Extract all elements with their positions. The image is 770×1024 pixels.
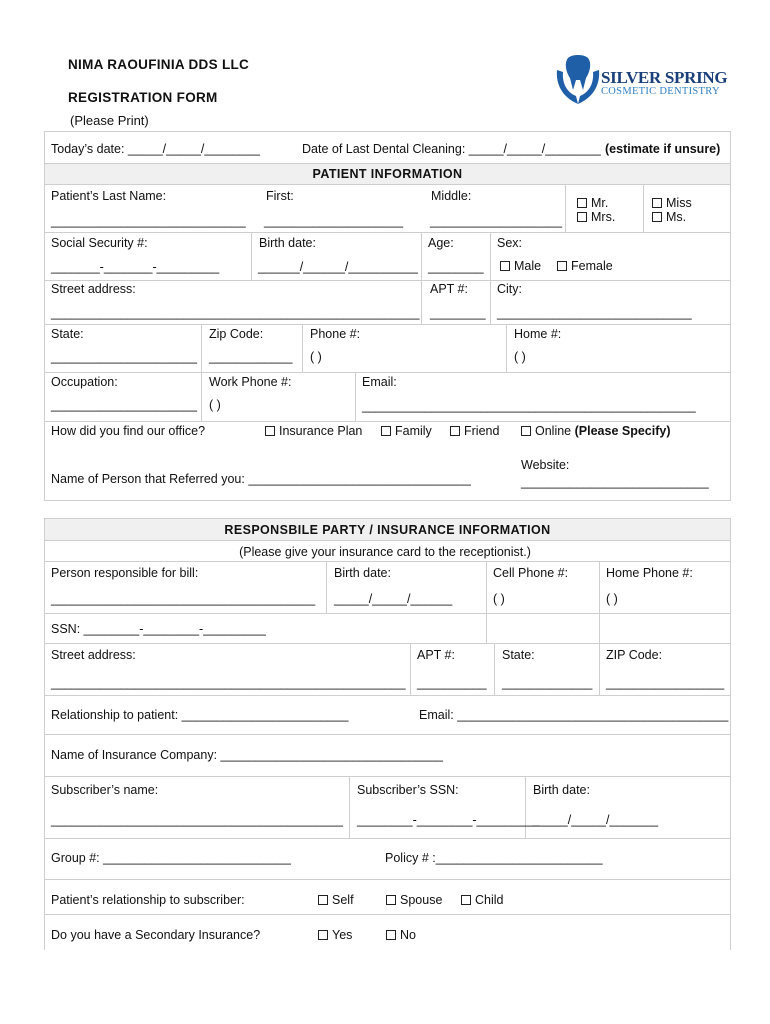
secondary-yes-checkbox[interactable]: [318, 928, 352, 942]
sex-label: Sex:: [497, 236, 523, 250]
last-name-label: Patient’s Last Name:: [51, 189, 167, 203]
checkbox-icon: [577, 212, 587, 222]
insurance-plan-label: Insurance Plan: [279, 424, 363, 438]
person-responsible-label: Person responsible for bill:: [51, 566, 199, 580]
family-label: Family: [395, 424, 432, 438]
ssn-label: Social Security #:: [51, 236, 148, 250]
title-miss-checkbox[interactable]: [652, 196, 692, 210]
self-checkbox[interactable]: [318, 893, 354, 907]
checkbox-icon: [265, 426, 275, 436]
first-name-label: First:: [266, 189, 294, 203]
home-phone-label: Home #:: [514, 327, 562, 341]
secondary-no-checkbox[interactable]: [386, 928, 416, 942]
resp-street-input[interactable]: ___________________________________________________: [51, 676, 406, 690]
birth-date-input[interactable]: ______/______/__________: [258, 260, 418, 274]
birth-date-label: Birth date:: [259, 236, 316, 250]
resp-street-label: Street address:: [51, 648, 136, 662]
friend-checkbox[interactable]: [450, 424, 499, 438]
relationship-field[interactable]: Relationship to patient: ________________________: [51, 708, 349, 722]
street-address-input[interactable]: _____________________________________________________: [51, 306, 420, 320]
cell-phone-label: Cell Phone #:: [493, 566, 569, 580]
occupation-label: Occupation:: [51, 375, 118, 389]
spouse-label: Spouse: [400, 893, 443, 907]
resp-ssn-field[interactable]: SSN: ________-________-_________: [51, 622, 266, 636]
child-checkbox[interactable]: [461, 893, 504, 907]
checkbox-icon: [500, 261, 510, 271]
please-specify-note: (Please Specify): [574, 424, 671, 438]
website-label: Website:: [521, 458, 570, 472]
resp-home-phone-label: Home Phone #:: [606, 566, 693, 580]
online-checkbox[interactable]: [521, 424, 671, 438]
child-label: Child: [475, 893, 504, 907]
state-input[interactable]: _____________________: [51, 350, 197, 364]
cell-phone-input[interactable]: ( ): [493, 592, 505, 606]
subscriber-ssn-label: Subscriber’s SSN:: [357, 783, 459, 797]
group-number-field[interactable]: Group #: ___________________________: [51, 851, 291, 865]
patient-relationship-label: Patient’s relationship to subscriber:: [51, 893, 245, 907]
checkbox-icon: [381, 426, 391, 436]
friend-label: Friend: [464, 424, 500, 438]
policy-number-field[interactable]: Policy # :________________________: [385, 851, 603, 865]
street-address-label: Street address:: [51, 282, 136, 296]
person-responsible-input[interactable]: ______________________________________: [51, 592, 316, 606]
checkbox-icon: [652, 198, 662, 208]
resp-birth-date-label: Birth date:: [334, 566, 391, 580]
responsible-party-header: RESPONSBILE PARTY / INSURANCE INFORMATION: [44, 518, 731, 541]
sex-female-checkbox[interactable]: [557, 259, 613, 273]
resp-email-field[interactable]: Email: _______________________________________: [419, 708, 729, 722]
age-input[interactable]: ________: [428, 260, 484, 274]
city-input[interactable]: ____________________________: [497, 306, 692, 320]
checkbox-icon: [450, 426, 460, 436]
todays-date-field[interactable]: Today’s date: _____/_____/________: [51, 142, 260, 156]
work-phone-input[interactable]: ( ): [209, 398, 221, 412]
middle-name-label: Middle:: [431, 189, 472, 203]
referred-by-field[interactable]: Name of Person that Referred you: ________________________________: [51, 472, 471, 486]
company-name: NIMA RAOUFINIA DDS LLC: [68, 57, 250, 72]
resp-state-label: State:: [502, 648, 535, 662]
subscriber-birth-input[interactable]: _____/_____/_______: [533, 813, 659, 827]
female-label: Female: [571, 259, 613, 273]
ssn-input[interactable]: _______-_______-_________: [51, 260, 220, 274]
middle-name-input[interactable]: ___________________: [430, 214, 563, 228]
checkbox-icon: [652, 212, 662, 222]
phone-label: Phone #:: [310, 327, 361, 341]
spouse-checkbox[interactable]: [386, 893, 442, 907]
insurance-card-note: (Please give your insurance card to the receptionist.): [239, 545, 531, 559]
subscriber-birth-label: Birth date:: [533, 783, 590, 797]
ms-label: Ms.: [666, 210, 687, 224]
miss-label: Miss: [666, 196, 692, 210]
last-name-input[interactable]: ____________________________: [51, 214, 246, 228]
insurance-company-field[interactable]: Name of Insurance Company: ________________________________: [51, 748, 443, 762]
no-label: No: [400, 928, 416, 942]
subscriber-name-label: Subscriber’s name:: [51, 783, 159, 797]
resp-state-input[interactable]: _____________: [502, 676, 593, 690]
self-label: Self: [332, 893, 354, 907]
online-label: Online: [535, 424, 572, 438]
resp-home-phone-input[interactable]: ( ): [606, 592, 618, 606]
estimate-note: (estimate if unsure): [605, 142, 721, 156]
insurance-plan-checkbox[interactable]: [265, 424, 362, 438]
patient-information-header: PATIENT INFORMATION: [44, 163, 731, 185]
checkbox-icon: [386, 930, 396, 940]
checkbox-icon: [557, 261, 567, 271]
title-mrs-checkbox[interactable]: [577, 210, 615, 224]
resp-birth-date-input[interactable]: _____/_____/______: [334, 592, 453, 606]
title-mr-checkbox[interactable]: [577, 196, 608, 210]
email-label: Email:: [362, 375, 397, 389]
subscriber-ssn-input[interactable]: ________-________-_________: [357, 813, 540, 827]
checkbox-icon: [461, 895, 471, 905]
title-ms-checkbox[interactable]: [652, 210, 686, 224]
apt-input[interactable]: ________: [430, 306, 486, 320]
checkbox-icon: [318, 930, 328, 940]
zip-code-input[interactable]: ____________: [209, 350, 293, 364]
phone-input[interactable]: ( ): [310, 350, 322, 364]
first-name-input[interactable]: ____________________: [264, 214, 404, 228]
work-phone-label: Work Phone #:: [209, 375, 292, 389]
zip-code-label: Zip Code:: [209, 327, 264, 341]
checkbox-icon: [386, 895, 396, 905]
male-label: Male: [514, 259, 542, 273]
secondary-insurance-label: Do you have a Secondary Insurance?: [51, 928, 261, 942]
mrs-label: Mrs.: [591, 210, 616, 224]
last-cleaning-field[interactable]: Date of Last Dental Cleaning: _____/_____/________: [302, 142, 601, 156]
logo-name: SILVER SPRING: [601, 68, 728, 87]
resp-apt-label: APT #:: [417, 648, 455, 662]
yes-label: Yes: [332, 928, 353, 942]
subscriber-name-input[interactable]: __________________________________________: [51, 813, 343, 827]
tooth-hands-logo-icon: [554, 52, 602, 108]
checkbox-icon: [318, 895, 328, 905]
mr-label: Mr.: [591, 196, 609, 210]
email-input[interactable]: ________________________________________________: [362, 399, 696, 413]
resp-apt-input[interactable]: __________: [417, 676, 487, 690]
occupation-input[interactable]: _____________________: [51, 398, 197, 412]
home-phone-input[interactable]: ( ): [514, 350, 526, 364]
sex-male-checkbox[interactable]: [500, 259, 541, 273]
resp-zip-input[interactable]: _________________: [606, 676, 725, 690]
form-title: REGISTRATION FORM: [68, 90, 218, 105]
state-label: State:: [51, 327, 84, 341]
checkbox-icon: [521, 426, 531, 436]
logo-tagline: COSMETIC DENTISTRY: [601, 86, 720, 97]
family-checkbox[interactable]: [381, 424, 432, 438]
website-input[interactable]: ___________________________: [521, 475, 709, 489]
resp-zip-label: ZIP Code:: [606, 648, 663, 662]
checkbox-icon: [577, 198, 587, 208]
city-label: City:: [497, 282, 522, 296]
age-label: Age:: [428, 236, 454, 250]
apt-label: APT #:: [430, 282, 468, 296]
please-print-note: (Please Print): [70, 113, 149, 128]
find-office-label: How did you find our office?: [51, 424, 206, 438]
